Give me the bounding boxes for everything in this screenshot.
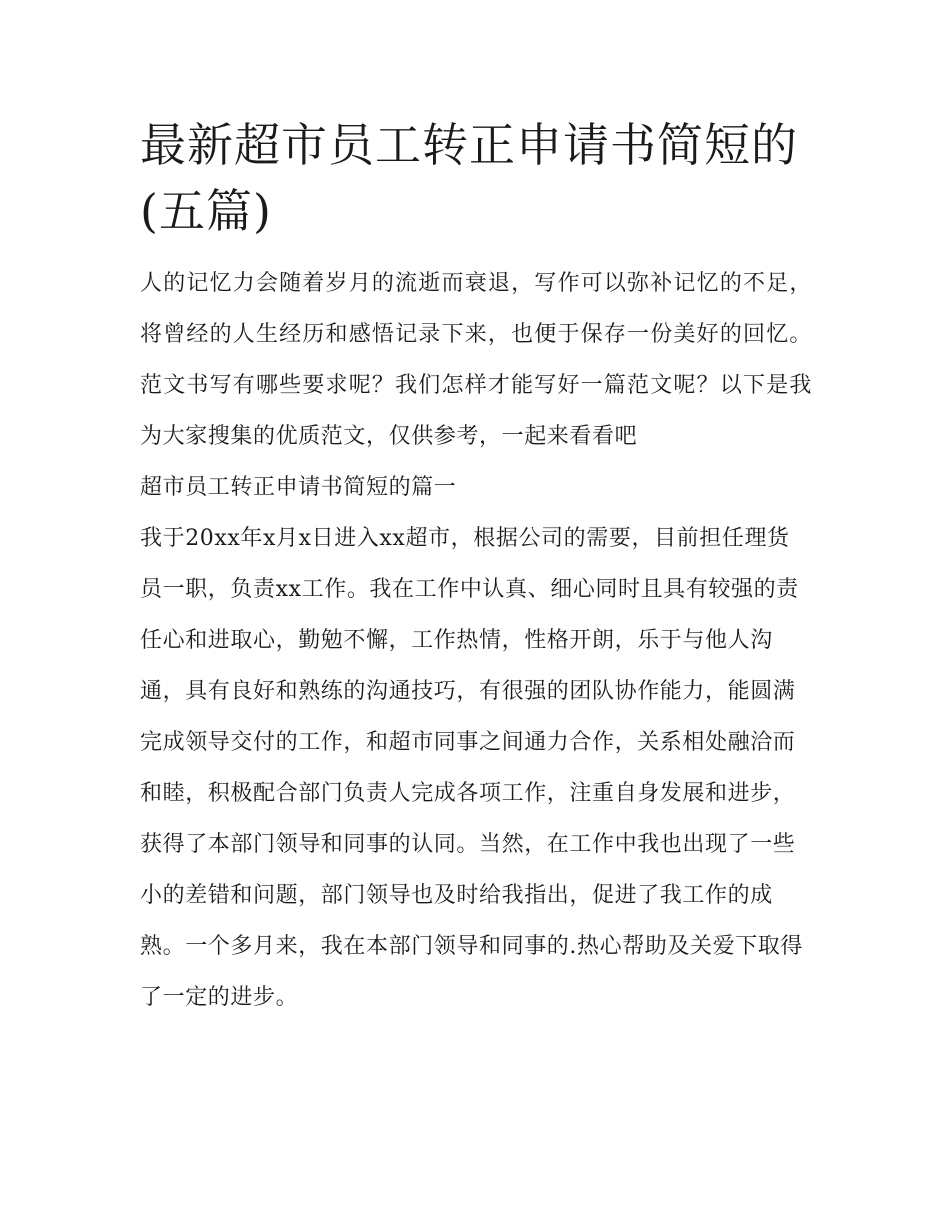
intro-paragraph: 人的记忆力会随着岁月的流逝而衰退，写作可以弥补记忆的不足，将曾经的人生经历和感悟记录下来，也便于保存一份美好的回忆。范文书写有哪些要求呢？我们怎样才能写好一篇范文呢？以下是我为大家搜集的优质范文，仅供参考，一起来看看吧 (140, 271, 812, 449)
section-heading: 超市员工转正申请书简短的篇一 (140, 475, 457, 500)
document-title: 最新超市员工转正申请书简短的(五篇) (140, 118, 798, 238)
body-paragraph: 我于20xx年x月x日进入xx超市，根据公司的需要，目前担任理货员一职，负责xx工作。我在工作中认真、细心同时且具有较强的责任心和进取心，勤勉不懈，工作热情，性格开朗，乐于与他人沟通，具有良好和熟练的沟通技巧，有很强的团队协作能力，能圆满完成领导交付的工作，和超市同事之间通力合作，关系相处融洽而和睦，积极配合部门负责人完成各项工作，注重自身发展和进步，获得了本部门领导和同事的认同。当然，在工作中我也出现了一些小的差错和问题，部门领导也及时给我指出，促进了我工作的成熟。一个多月来，我在本部门领导和同事的.热心帮助及关爱下取得了一定的进步。 (140, 526, 803, 1010)
document-page (140, 112, 812, 1023)
